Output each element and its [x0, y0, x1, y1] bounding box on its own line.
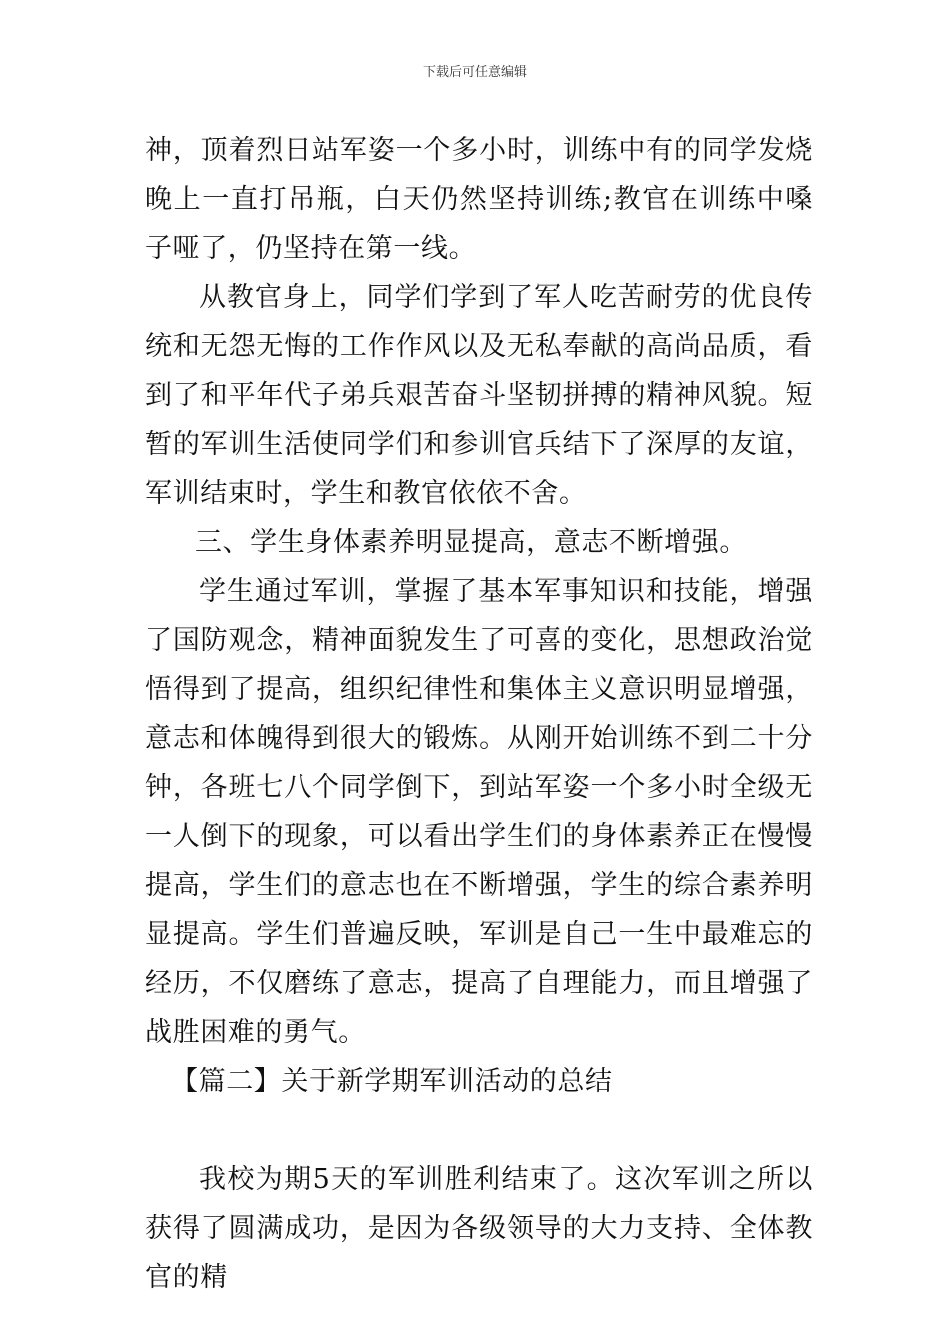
paragraph-instructors: 从教官身上，同学们学到了军人吃苦耐劳的优良传统和无怨无悔的工作作风以及无私奉献的高尚品质，看到了和平年代子弟兵艰苦奋斗坚韧拼搏的精神风貌。短暂的军训生活使同学们和参训官兵结下了深厚的友谊，军训结束时，学生和教官依依不舍。 — [145, 282, 813, 509]
paragraph-part-two-intro: 我校为期5天的军训胜利结束了。这次军训之所以获得了圆满成功，是因为各级领导的大力支持、全体教官的精 — [145, 1164, 813, 1293]
paragraph-continuation: 神，顶着烈日站军姿一个多小时，训练中有的同学发烧晚上一直打吊瓶，白天仍然坚持训练;教官在训练中嗓子哑了，仍坚持在第一线。 — [145, 135, 813, 264]
section-heading-three: 三、学生身体素养明显提高，意志不断增强。 — [194, 527, 747, 558]
page-header: 下载后可任意编辑 — [422, 65, 527, 80]
document-body — [145, 126, 813, 1302]
blank-line — [145, 1106, 813, 1155]
article-title-part-two: 【篇二】关于新学期军训活动的总结 — [171, 1066, 613, 1097]
paragraph-student-improvement: 学生通过军训，掌握了基本军事知识和技能，增强了国防观念，精神面貌发生了可喜的变化，思想政治觉悟得到了提高，组织纪律性和集体主义意识明显增强，意志和体魄得到很大的锻炼。从刚开始训练不到二十分钟，各班七八个同学倒下，到站军姿一个多小时全级无一人倒下的现象，可以看出学生们的身体素养正在慢慢提高，学生们的意志也在不断增强，学生的综合素养明显提高。学生们普遍反映，军训是自己一生中最难忘的经历，不仅磨练了意志，提高了自理能力，而且增强了战胜困难的勇气。 — [145, 576, 813, 1048]
